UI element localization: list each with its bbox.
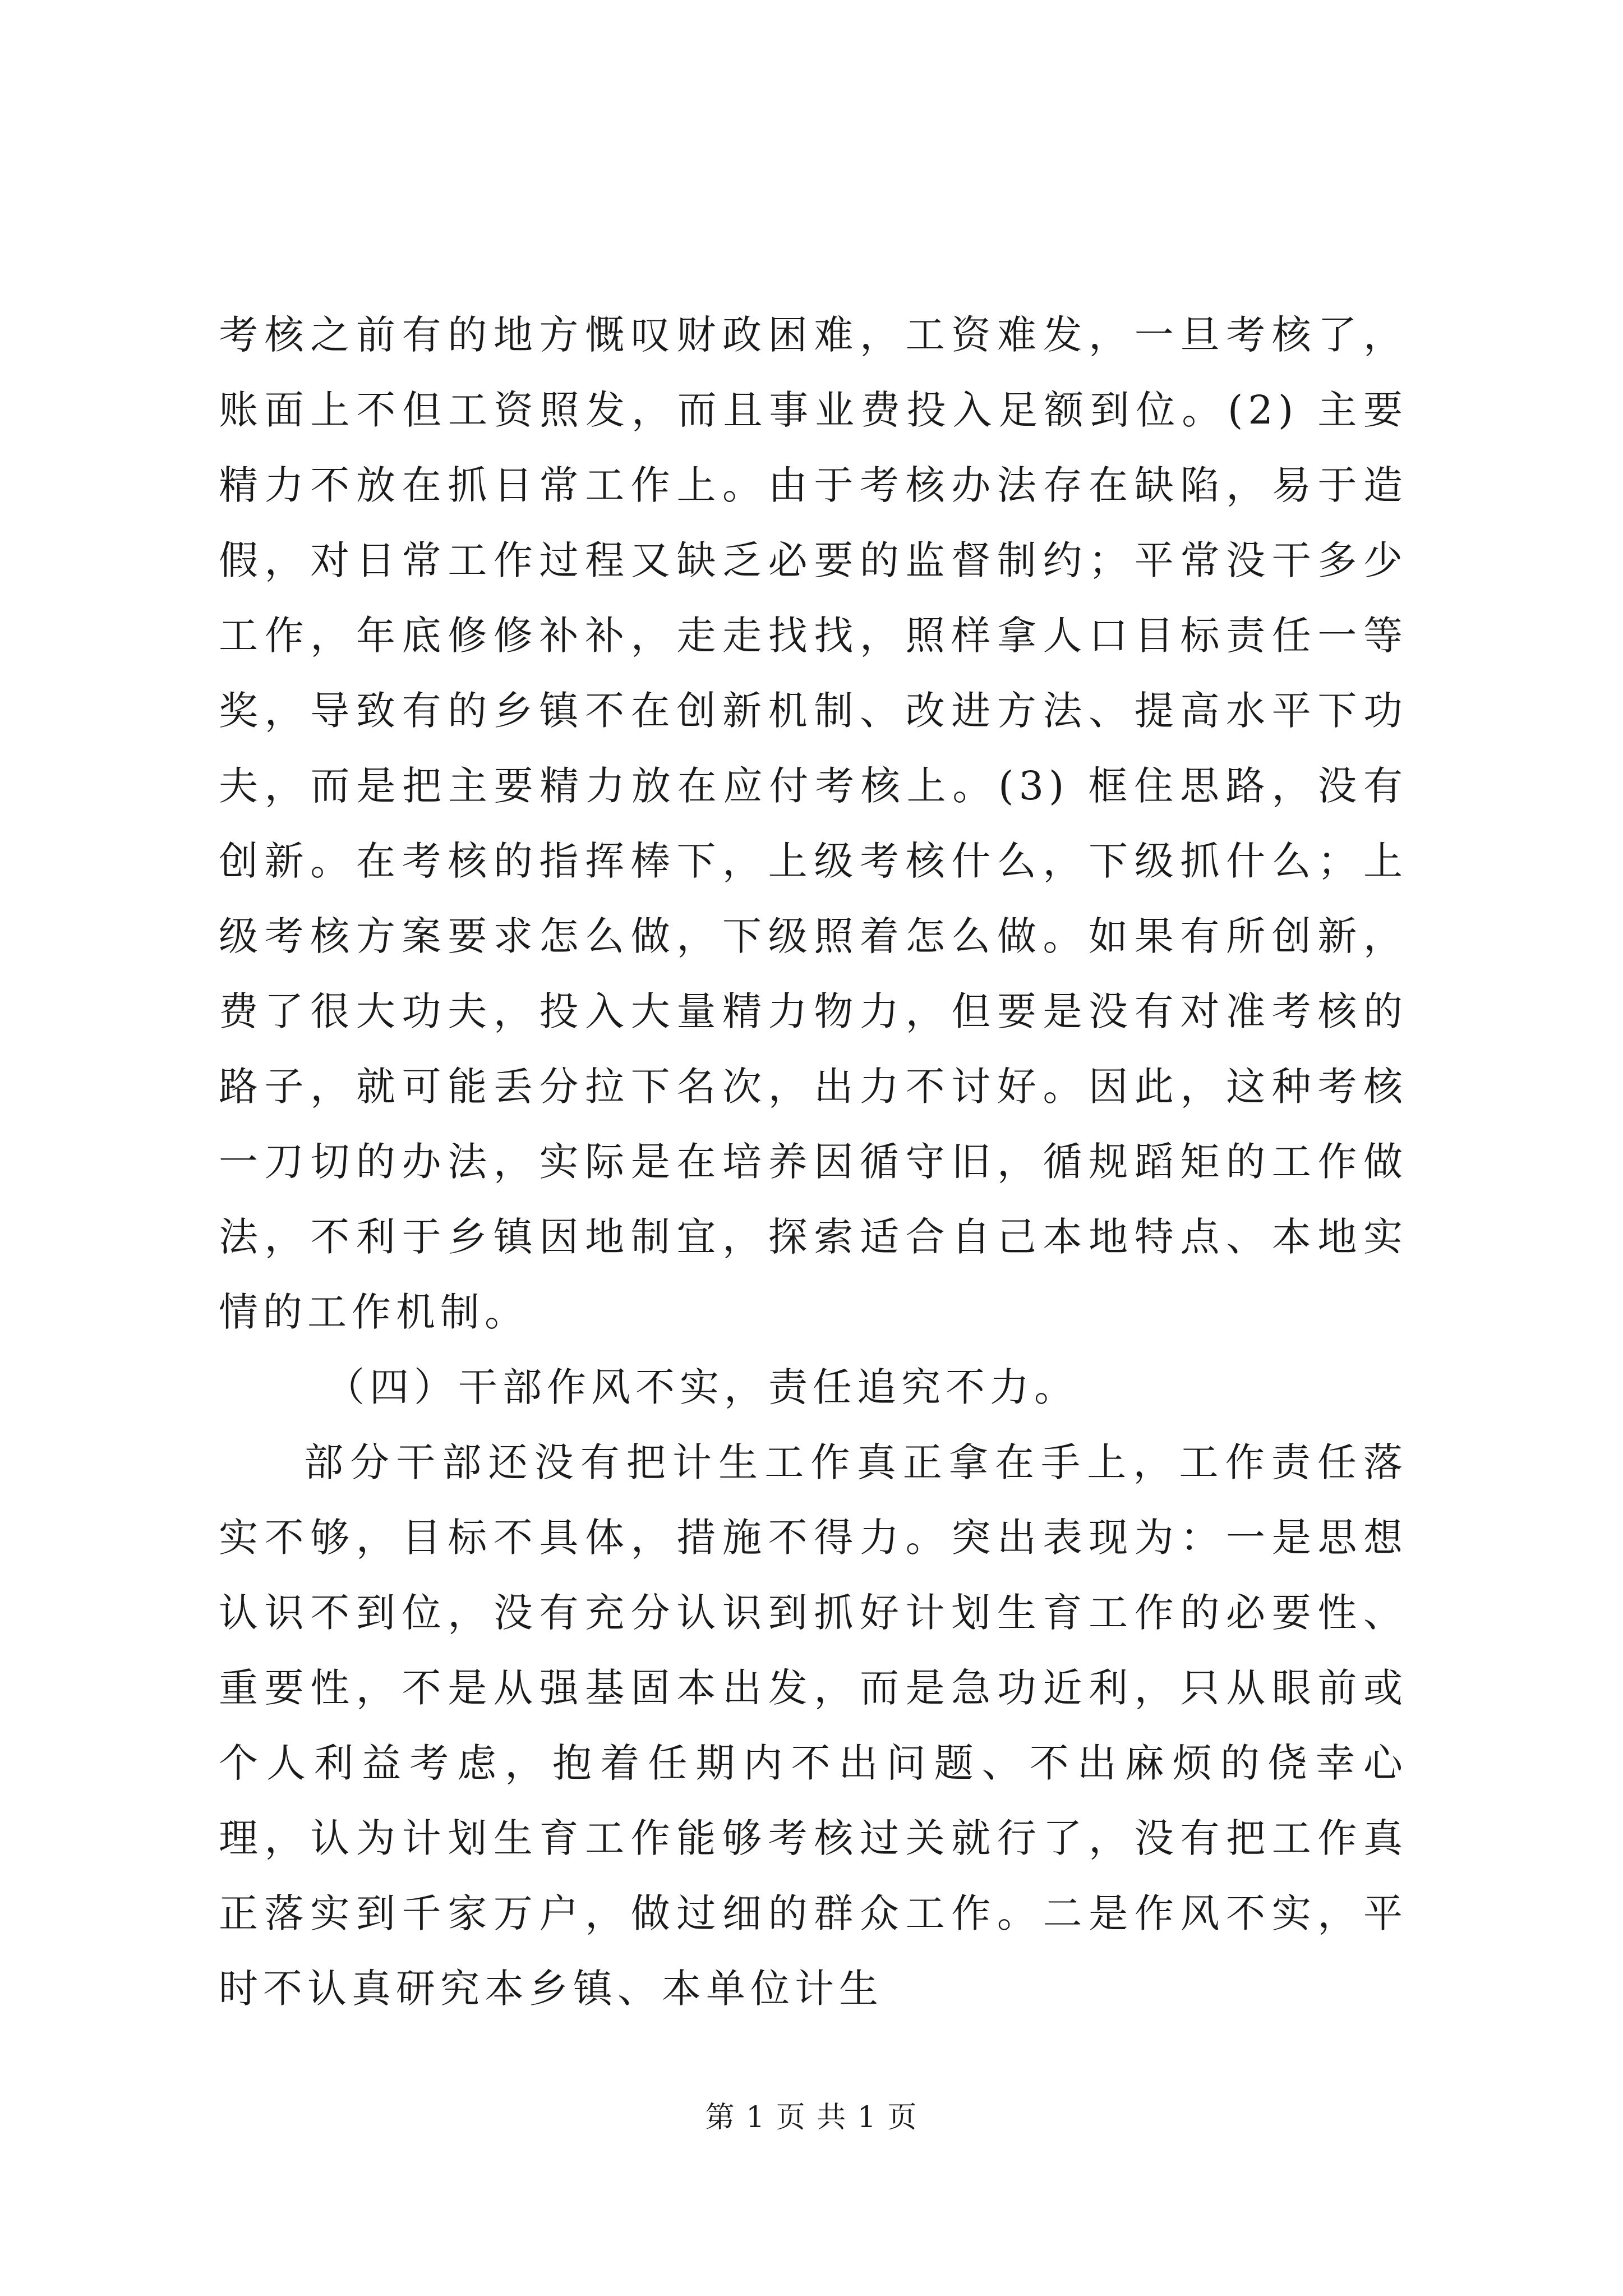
paragraph-continuation: 考核之前有的地方慨叹财政困难，工资难发，一旦考核了，账面上不但工资照发，而且事业费投入足额到位。(2) 主要精力不放在抓日常工作上。由于考核办法存在缺陷，易于造假，对日常工作过程又缺乏必要的监督制约；平常没干多少工作，年底修修补补，走走找找，照样拿人口目标责任一等奖，导致有的乡镇不在创新机制、改进方法、提高水平下功夫，而是把主要精力放在应付考核上。(3) 框住思路，没有创新。在考核的指挥棒下，上级考核什么，下级抓什么；上级考核方案要求怎么做，下级照着怎么做。如果有所创新，费了很大功夫，投入大量精力物力，但要是没有对准考核的路子，就可能丢分拉下名次，出力不讨好。因此，这种考核一刀切的办法，实际是在培养因循守旧，循规蹈矩的工作做法，不利于乡镇因地制宜，探索适合自己本地特点、本地实情的工作机制。 [219,312,1408,1335]
document-body [219,297,1408,2026]
paragraph-body: 部分干部还没有把计生工作真正拿在手上，工作责任落实不够，目标不具体，措施不得力。突出表现为：一是思想认识不到位，没有充分认识到抓好计划生育工作的必要性、重要性，不是从强基固本出发，而是急功近利，只从眼前或个人利益考虑，抱着任期内不出问题、不出麻烦的侥幸心理，认为计划生育工作能够考核过关就行了，没有把工作真正落实到千家万户，做过细的群众工作。二是作风不实，平时不认真研究本乡镇、本单位计生 [219,1439,1408,2012]
section-heading: （四）干部作风不实，责任追究不力。 [325,1364,1078,1410]
page-footer: 第 1 页 共 1 页 [705,2101,918,2134]
